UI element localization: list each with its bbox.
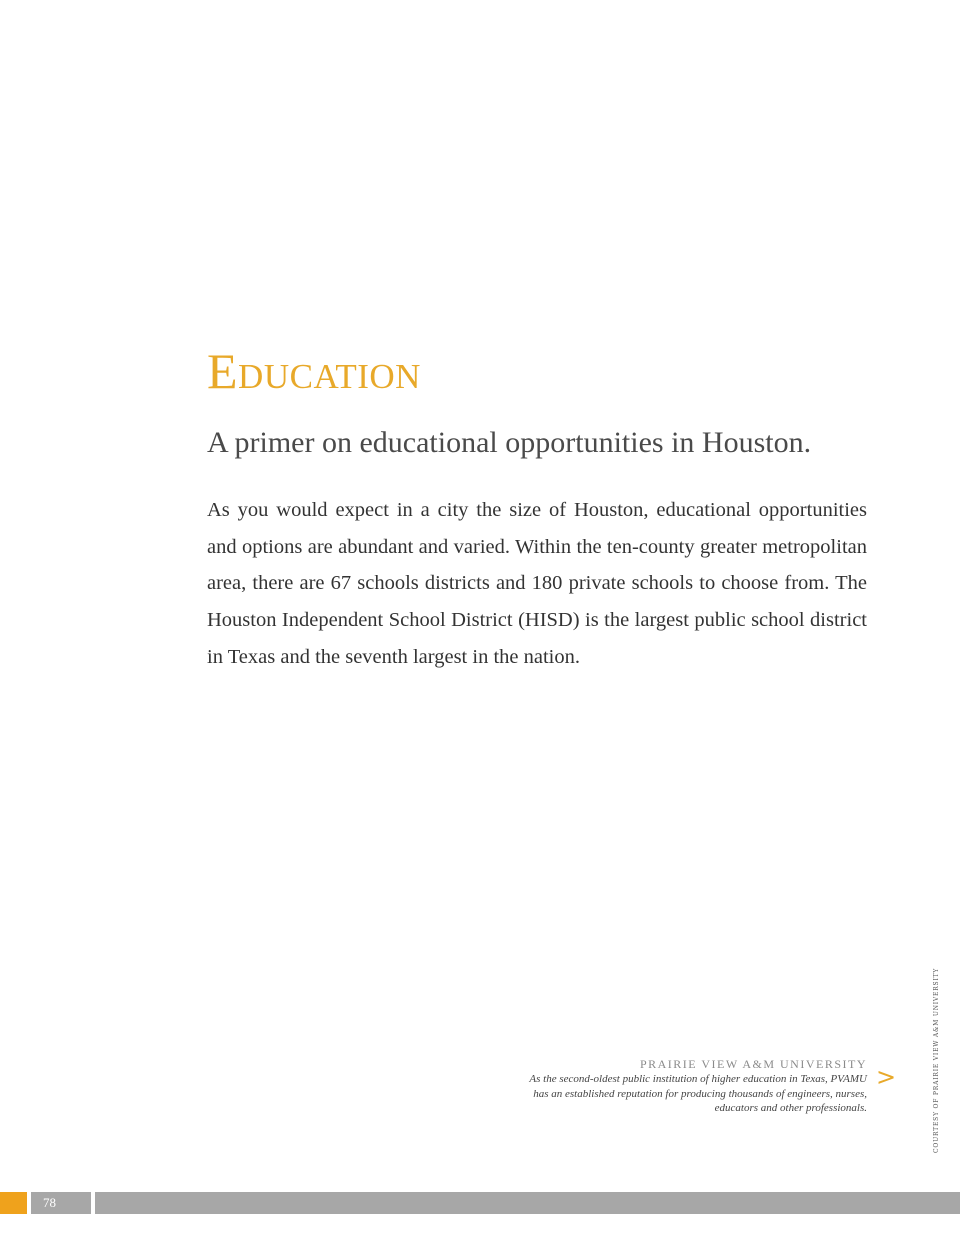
body-paragraph: As you would expect in a city the size of Houston, educational opportunities and options are abundant and varied. Within the ten-county greater metropolitan area, there are 67 schools districts and 180 private schools to choose from. The Houston Independent School District (HISD) is the largest public school district in Texas and the seventh largest in the nation. — [207, 499, 867, 668]
footer-accent-block — [0, 1192, 27, 1214]
caption-arrow-icon: > — [876, 1063, 897, 1091]
section-subtitle: A primer on educational opportunities in Houston. — [207, 426, 812, 459]
page-number: 78 — [31, 1192, 91, 1214]
photo-caption — [527, 1056, 867, 1116]
caption-text: As the second-oldest public institution of higher education in Texas, PVAMU has an established reputation for producing thousands of engineers, nurses, educators and other professionals. — [529, 1073, 867, 1114]
caption-title: PRAIRIE VIEW A&M UNIVERSITY — [639, 1057, 867, 1071]
footer-bar — [95, 1192, 960, 1214]
section-title: Education — [207, 343, 421, 399]
photo-credit: COURTESY OF PRAIRIE VIEW A&M UNIVERSITY — [933, 967, 940, 1153]
